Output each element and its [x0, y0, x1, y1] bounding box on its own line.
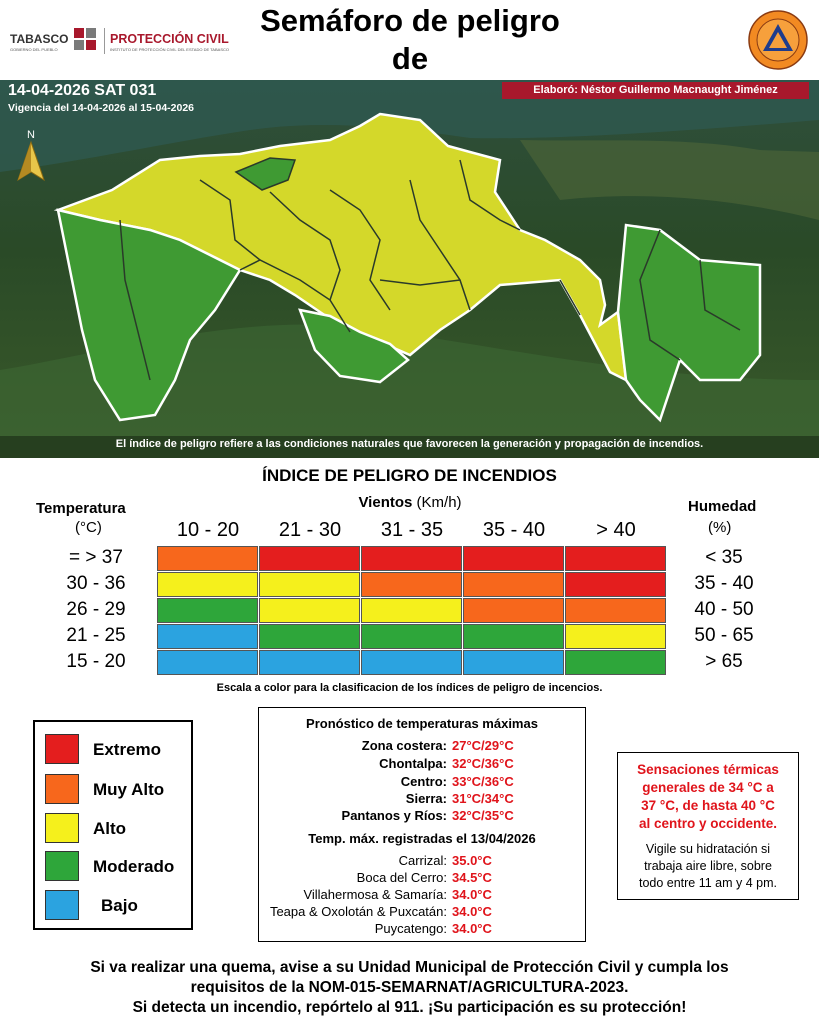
recorded-station: Boca del Cerro: — [356, 870, 447, 885]
map-date-block — [8, 82, 194, 114]
legend-item-extremo — [45, 734, 185, 764]
legend-label: Bajo — [101, 896, 138, 915]
hydration-line: Vigile su hidratación si — [645, 842, 771, 856]
forecast-value: 32°C/36°C — [452, 756, 514, 771]
footer-notice — [0, 958, 819, 1018]
map-date-label: 14-04-2026 SAT 031 — [8, 82, 157, 99]
page-title-line1: Semáforo de peligro de — [260, 3, 560, 76]
recorded-value: 34.0°C — [452, 887, 492, 902]
wind-range-label: 35 - 40 — [482, 519, 546, 541]
tabasco-logo — [10, 20, 230, 60]
recorded-station: Teapa & Oxolotán & Puxcatán: — [269, 904, 447, 919]
legend-swatch — [45, 774, 79, 804]
forecast-value: 32°C/35°C — [452, 808, 514, 823]
wind-range-label: 21 - 30 — [278, 519, 342, 541]
grid-cell-extremo — [463, 546, 564, 571]
grid-cell-moderado — [463, 624, 564, 649]
grid-cell-muy-alto — [463, 572, 564, 597]
scale-caption: Escala a color para la clasificacion de los índices de peligro de incencios. — [216, 682, 603, 694]
footer-line: requisitos de la NOM-015-SEMARNAT/AGRICULTURA-2023. — [190, 979, 629, 996]
legend-swatch — [45, 851, 79, 881]
winds-unit: (Km/h) — [416, 494, 462, 511]
forecast-zone: Chontalpa: — [379, 756, 447, 771]
legend-item-moderado — [45, 851, 185, 881]
forecast-value: 27°C/29°C — [452, 738, 514, 753]
map-validity-label: Vigencia del 14-04-2026 al 15-04-2026 — [8, 102, 195, 114]
wind-range-label: 10 - 20 — [176, 519, 240, 541]
recorded-station: Carrizal: — [398, 853, 447, 868]
grid-cell-muy-alto — [157, 546, 258, 571]
temperature-unit: (°C) — [75, 519, 102, 536]
forecast-title: Pronóstico de temperaturas máximas — [306, 716, 538, 731]
forecast-value: 33°C/36°C — [452, 774, 514, 789]
legend-item-muy-alto — [45, 774, 185, 804]
legend-swatch — [45, 813, 79, 843]
proteccion-civil-sub: INSTITUTO DE PROTECCIÓN CIVIL DEL ESTADO DE TABASCO — [110, 47, 229, 52]
legend-label: Moderado — [93, 857, 175, 876]
humidity-unit: (%) — [708, 519, 732, 536]
grid-cell-alto — [259, 598, 360, 623]
winds-header — [300, 494, 520, 511]
forecast-zone: Pantanos y Ríos: — [341, 808, 447, 823]
footer-line: Si va realizar una quema, avise a su Unidad Municipal de Protección Civil y cumpla los — [90, 959, 729, 976]
humidity-range-label: 40 - 50 — [694, 599, 754, 620]
temperature-range-label: 21 - 25 — [66, 625, 126, 646]
temperature-range-label: 26 - 29 — [66, 599, 126, 620]
forecast-zone: Centro: — [400, 774, 447, 789]
forecast-value: 31°C/34°C — [452, 791, 514, 806]
grid-cell-extremo — [565, 546, 666, 571]
temperature-header: Temperatura — [36, 500, 126, 517]
north-label: N — [27, 129, 35, 141]
grid-cell-moderado — [565, 650, 666, 675]
grid-cell-moderado — [259, 624, 360, 649]
grid-cell-bajo — [157, 650, 258, 675]
recorded-station: Villahermosa & Samaría: — [303, 887, 447, 902]
legend-swatch — [45, 890, 79, 920]
grid-cell-extremo — [259, 546, 360, 571]
grid-cell-extremo — [565, 572, 666, 597]
tabasco-wordmark: TABASCO — [10, 32, 69, 46]
thermal-warning — [618, 761, 798, 833]
north-arrow-icon — [14, 128, 48, 188]
forecast-zone: Zona costera: — [361, 738, 447, 753]
index-table-title: ÍNDICE DE PELIGRO DE INCENDIOS — [262, 466, 557, 485]
humidity-header: Humedad — [688, 498, 757, 515]
recorded-value: 35.0°C — [452, 853, 492, 868]
tabasco-emblem-icon — [72, 26, 98, 52]
legend-swatch — [45, 734, 79, 764]
grid-cell-bajo — [259, 650, 360, 675]
footer-line: Si detecta un incendio, repórtelo al 911. ¡Su participación es su protección! — [132, 999, 687, 1016]
legend-item-alto — [45, 813, 185, 843]
recorded-value: 34.0°C — [452, 904, 492, 919]
legend-label: Extremo — [93, 740, 162, 759]
thermal-warning-line: generales de 34 °C a — [642, 780, 774, 795]
thermal-warning-line: Sensaciones térmicas — [637, 762, 779, 777]
danger-legend — [33, 720, 193, 930]
tabasco-wordmark-sub: GOBIERNO DEL PUEBLO — [10, 47, 58, 52]
forecast-zone: Sierra: — [405, 791, 447, 806]
recorded-title: Temp. máx. registradas el 13/04/2026 — [308, 831, 536, 846]
hydration-line: trabaja aire libre, sobre — [644, 859, 772, 873]
fire-danger-map — [0, 80, 819, 458]
proteccion-civil-seal-icon — [748, 10, 808, 70]
grid-cell-muy-alto — [463, 598, 564, 623]
humidity-range-label: > 65 — [705, 651, 743, 672]
grid-cell-bajo — [157, 624, 258, 649]
map-caption: El índice de peligro refiere a las condiciones naturales que favorecen la generación y propagación de incendios. — [115, 438, 704, 450]
author-badge: Elaboró: Néstor Guillermo Macnaught Jiménez — [502, 82, 809, 99]
winds-label: Vientos — [358, 494, 413, 511]
thermal-warning-line: 37 °C, de hasta 40 °C — [641, 798, 775, 813]
hydration-advice — [618, 841, 798, 892]
grid-cell-moderado — [157, 598, 258, 623]
grid-cell-moderado — [361, 624, 462, 649]
humidity-range-label: 35 - 40 — [694, 573, 754, 594]
legend-label: Muy Alto — [93, 780, 165, 799]
grid-cell-bajo — [361, 650, 462, 675]
legend-item-bajo — [45, 890, 185, 920]
grid-cell-alto — [361, 598, 462, 623]
grid-cell-alto — [259, 572, 360, 597]
thermal-warning-line: al centro y occidente. — [638, 816, 778, 831]
temperature-range-label: = > 37 — [69, 547, 123, 568]
temperature-range-label: 30 - 36 — [66, 573, 126, 594]
proteccion-civil-wordmark: PROTECCIÓN CIVIL — [110, 32, 229, 46]
recorded-value: 34.5°C — [452, 870, 492, 885]
hydration-line: todo entre 11 am y 4 pm. — [638, 876, 778, 890]
tabasco-map-svg — [0, 80, 819, 458]
thermal-sensation-box — [617, 752, 799, 900]
grid-cell-extremo — [361, 546, 462, 571]
grid-cell-bajo — [463, 650, 564, 675]
recorded-value: 34.0°C — [452, 921, 492, 936]
header — [0, 0, 819, 80]
forecast-box — [258, 707, 586, 942]
legend-label: Alto — [93, 819, 127, 838]
humidity-range-label: 50 - 65 — [694, 625, 754, 646]
grid-cell-muy-alto — [361, 572, 462, 597]
humidity-range-label: < 35 — [705, 547, 743, 568]
grid-cell-muy-alto — [565, 598, 666, 623]
wind-range-label: > 40 — [596, 519, 636, 541]
recorded-station: Puycatengo: — [374, 921, 447, 936]
grid-cell-alto — [157, 572, 258, 597]
grid-cell-alto — [565, 624, 666, 649]
logo-divider — [104, 28, 105, 54]
wind-range-label: 31 - 35 — [380, 519, 444, 541]
temperature-range-label: 15 - 20 — [66, 651, 126, 672]
